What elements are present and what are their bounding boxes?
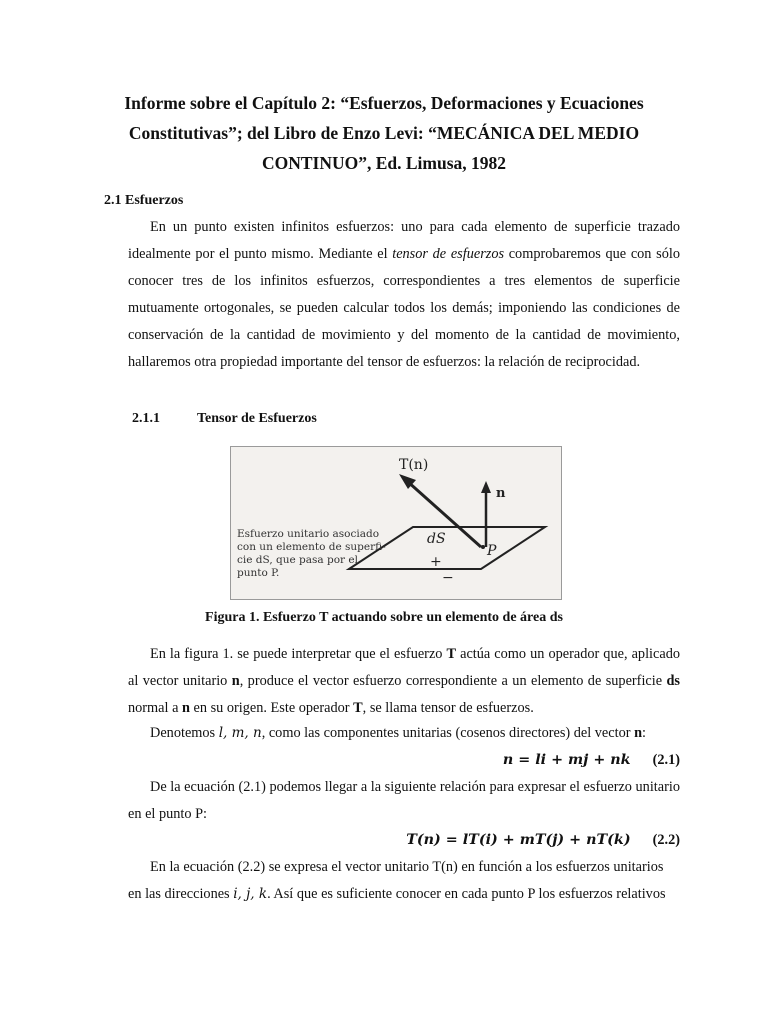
p2-bold-T: T <box>446 646 457 662</box>
paragraph-intro <box>128 214 680 376</box>
p2-bold-T2: T <box>353 700 363 716</box>
equation-2-2-body: T(n) = lT(i) + mT(j) + nT(k) <box>406 832 631 848</box>
p3-bold-n: n <box>634 725 643 741</box>
label-n: n <box>496 486 506 501</box>
p2-text-e: en su origen. Este operador <box>189 700 354 716</box>
figure-caption: Figura 1. Esfuerzo T actuando sobre un elemento de área ds <box>205 610 563 625</box>
figure-desc-line-1: Esfuerzo unitario asociado <box>237 528 380 540</box>
label-P: P <box>487 543 497 559</box>
point-p-dot <box>481 545 485 549</box>
paragraph-figure-explanation <box>128 641 680 722</box>
p5-math-vars: i, j, k <box>233 886 268 902</box>
equation-2-2 <box>406 832 680 849</box>
figure-desc-line-4: punto P. <box>237 567 280 579</box>
intro-text-b: comprobaremos que con sólo conocer tres de los infinitos esfuerzos, correspondientes a tres elementos de superficie mutuamente ortogonales, se pueden calcular todos los demás; imponiendo las condiciones de conservación de la cantidad de movimiento y del momento de la cantidad de movimiento, hallaremos otra propiedad importante del tensor de esfuerzos: la relación de reciprocidad. <box>128 246 680 370</box>
p3-text-c: : <box>642 725 647 741</box>
paragraph-final-line-1: En la ecuación (2.2) se expresa el vector unitario T(n) en función a los esfuerzos unitarios <box>150 859 664 875</box>
label-dS: dS <box>427 531 446 547</box>
normal-arrowhead <box>481 481 491 493</box>
p2-text-a: En la figura 1. se puede interpretar que el esfuerzo <box>150 646 447 662</box>
figure-desc-line-2: con un elemento de superfi- <box>237 541 386 553</box>
intro-text-a: En un punto existen infinitos esfuerzos: uno para cada elemento de superficie trazado idealmente por el punto mismo. Mediante el <box>128 219 680 262</box>
p2-text-f: , se llama tensor de esfuerzos. <box>362 700 534 716</box>
p3-text-b: , como las componentes unitarias (cosenos directores) del vector <box>261 725 635 741</box>
p2-text-b: actúa como un operador que, aplicado al vector unitario <box>128 646 680 689</box>
paragraph-relation <box>128 774 680 828</box>
document-title: Informe sobre el Capítulo 2: “Esfuerzos, Deformaciones y Ecuaciones Constitutivas”; del Libro de Enzo Levi: “MECÁNICA DEL MEDIO CONTINUO”, Ed. Limusa, 1982 <box>124 93 644 173</box>
p2-bold-ds: ds <box>666 673 680 689</box>
label-T: T(n) <box>399 457 429 473</box>
section-heading: 2.1 Esfuerzos <box>104 193 184 208</box>
p2-bold-n: n <box>231 673 240 689</box>
p2-text-d: normal a <box>128 700 182 716</box>
p5-text-b: en las direcciones <box>128 886 234 902</box>
p2-text-c: , produce el vector esfuerzo correspondiente a un elemento de superficie <box>239 673 667 689</box>
figure-svg <box>231 447 561 599</box>
figure-stress-diagram <box>230 446 562 600</box>
equation-2-1 <box>503 752 680 769</box>
equation-2-2-number: (2.2) <box>652 832 680 848</box>
p2-bold-n2: n <box>182 700 190 716</box>
intro-italic-term: tensor de esfuerzos <box>392 246 505 262</box>
p5-text-c: . Así que es suficiente conocer en cada punto P los esfuerzos relativos <box>267 886 666 902</box>
p3-text-a: Denotemos <box>150 725 219 741</box>
paragraph-final-line-2 <box>128 886 666 903</box>
equation-2-1-body: n = li + mj + nk <box>502 752 631 768</box>
label-plus: + <box>430 554 442 570</box>
paragraph-direction-cosines <box>150 725 646 742</box>
subsection-number: 2.1.1 <box>132 411 160 426</box>
p4-text: De la ecuación (2.1) podemos llegar a la siguiente relación para expresar el esfuerzo unitario en el punto P: <box>128 779 680 822</box>
figure-desc-line-3: cie dS, que pasa por el <box>237 554 358 566</box>
label-minus: − <box>442 570 454 586</box>
p3-math-vars: l, m, n <box>218 725 262 741</box>
subsection-title: Tensor de Esfuerzos <box>197 411 317 426</box>
equation-2-1-number: (2.1) <box>652 752 680 768</box>
